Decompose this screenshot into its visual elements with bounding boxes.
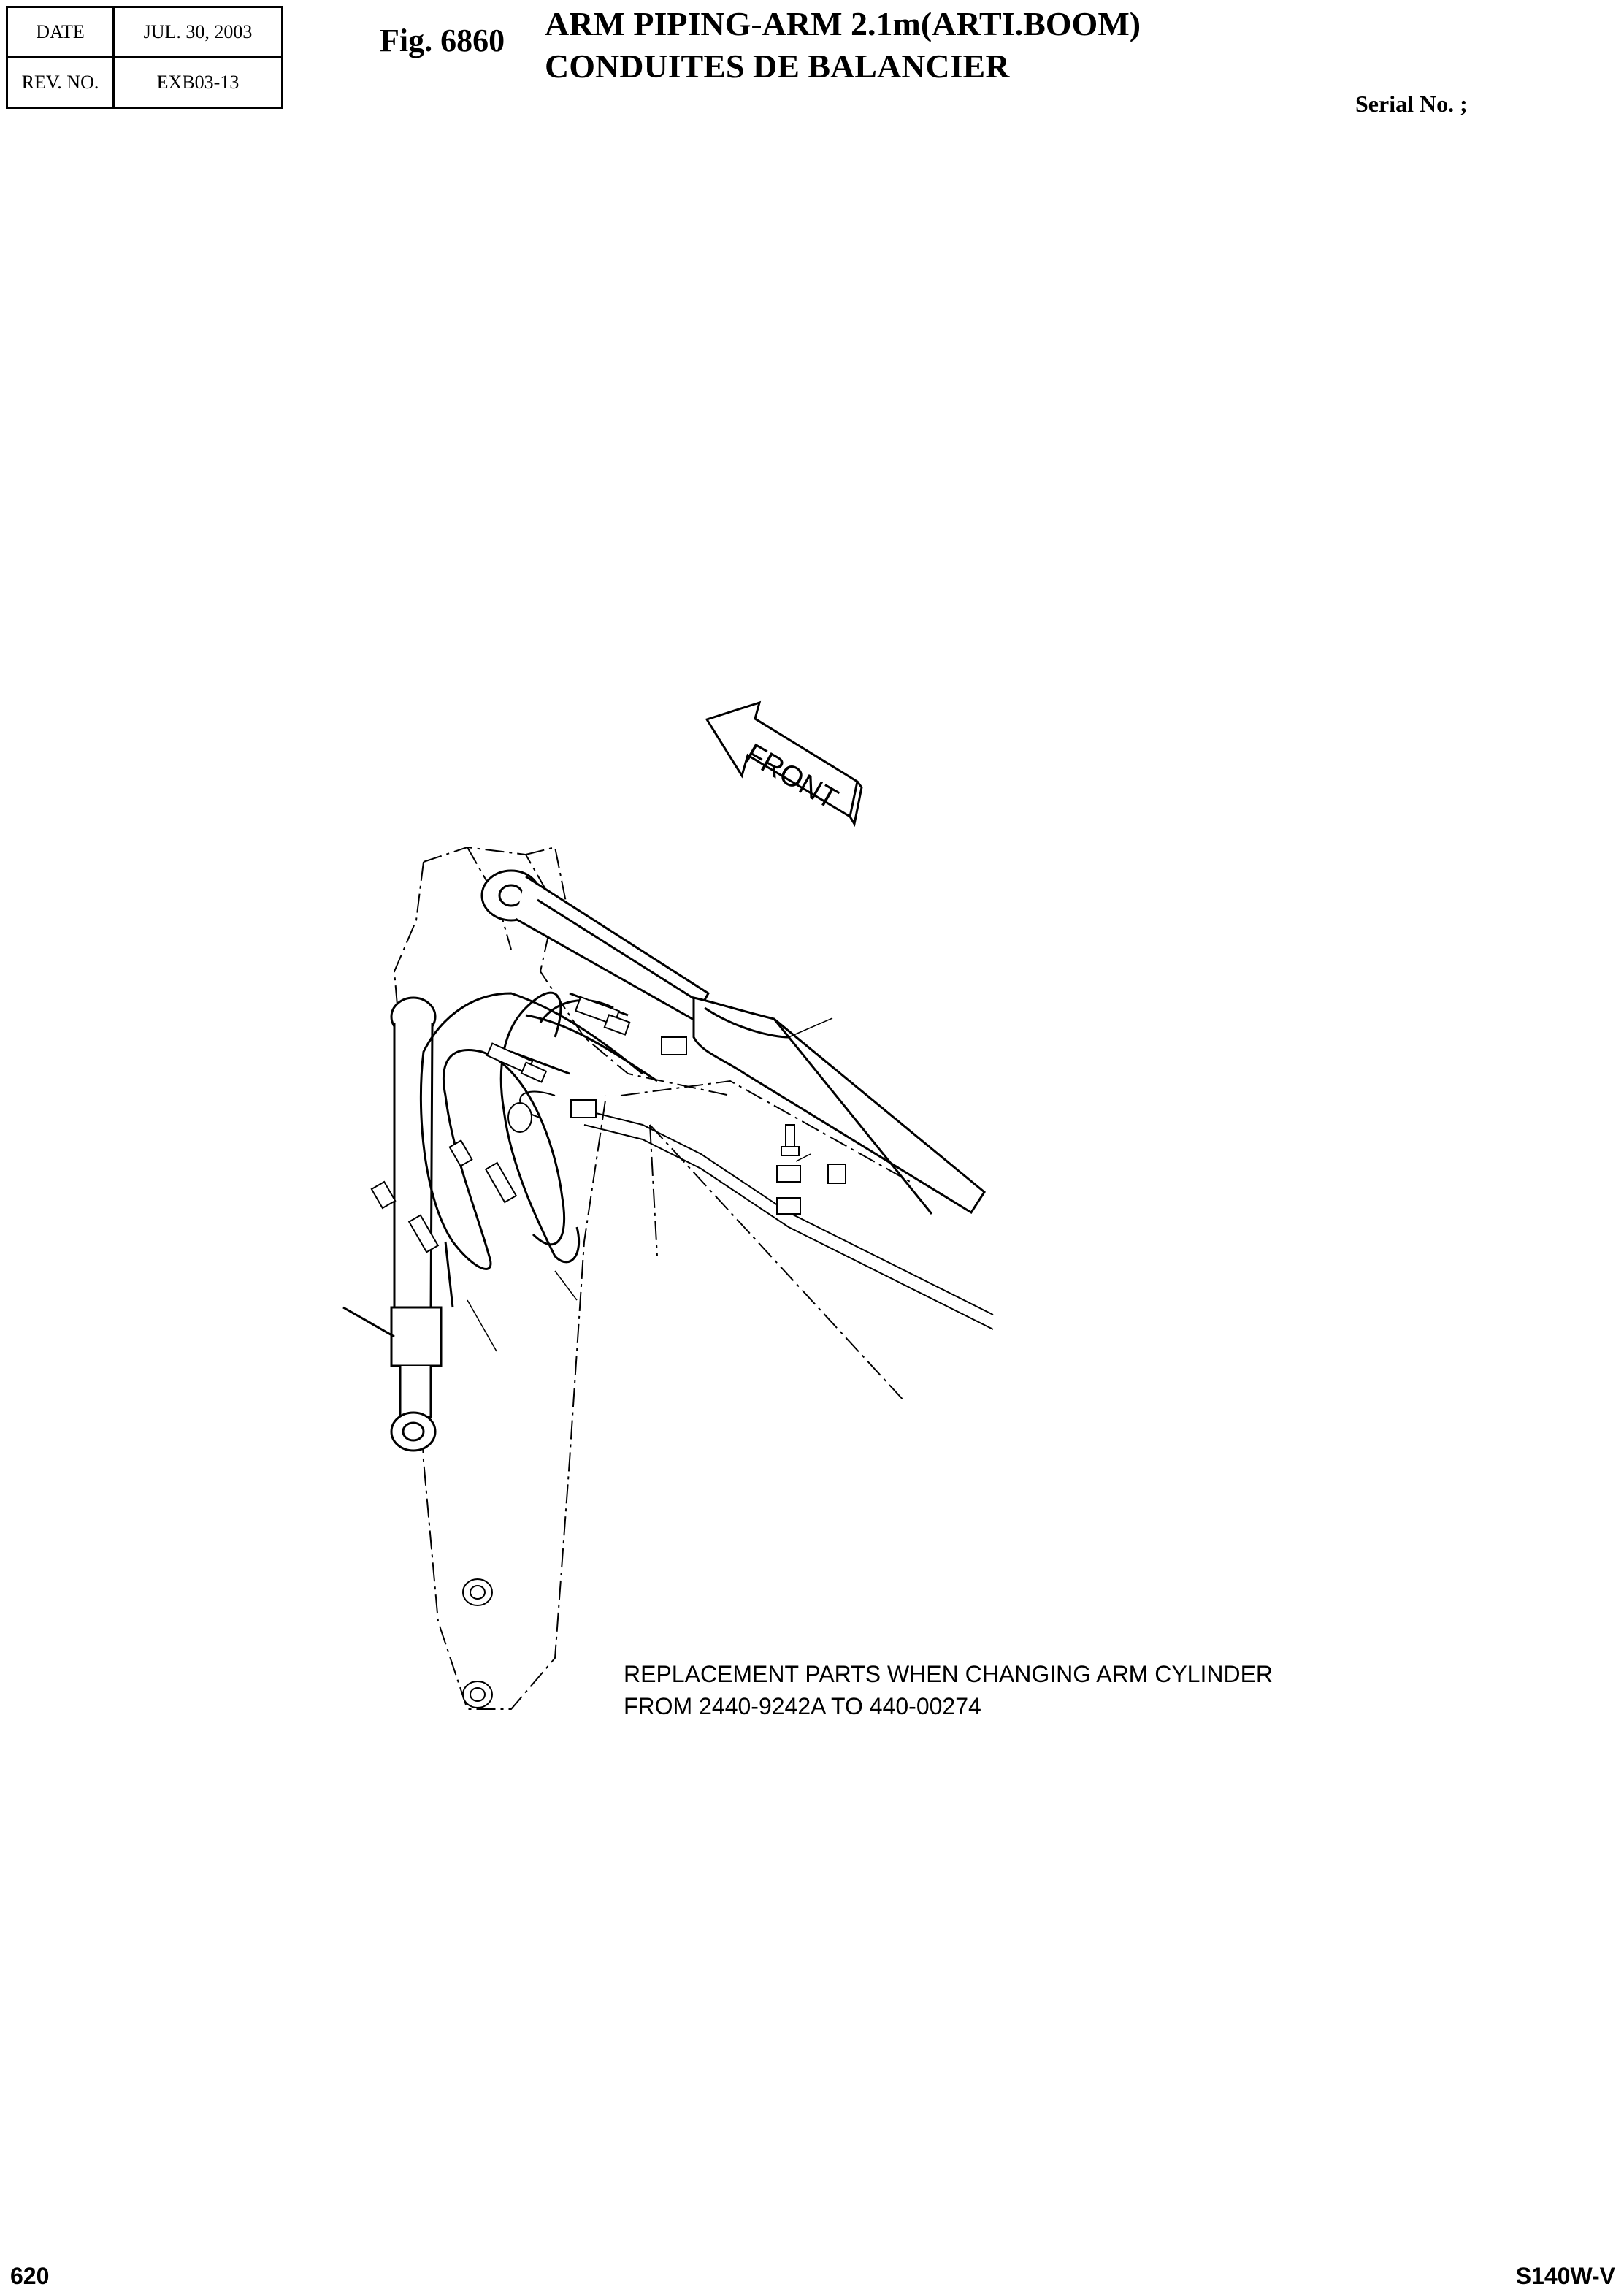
replacement-note [624, 1658, 1273, 1722]
serial-number-label: Serial No. ; [1355, 91, 1468, 117]
arm-pin-holes [463, 1103, 532, 1708]
bolt [781, 1125, 799, 1155]
steel-pipes [520, 1091, 993, 1329]
front-arrow-label: FRONT [740, 737, 843, 816]
title-french: CONDUITES DE BALANCIER [545, 47, 1010, 85]
figure-number: Fig. 6860 [380, 23, 505, 58]
page-number: 620 [10, 2263, 50, 2289]
model-code: S140W-V [1515, 2263, 1615, 2289]
title-english: ARM PIPING-ARM 2.1m(ARTI.BOOM) [545, 5, 1141, 42]
date-label: DATE [7, 7, 114, 58]
date-value: JUL. 30, 2003 [114, 7, 283, 58]
note-line-1: REPLACEMENT PARTS WHEN CHANGING ARM CYLINDER [624, 1661, 1273, 1687]
revision-value: EXB03-13 [114, 58, 283, 108]
revision-label: REV. NO. [7, 58, 114, 108]
arm-cylinder [482, 871, 984, 1214]
front-arrow [707, 703, 862, 824]
note-line-2: FROM 2440-9242A TO 440-00274 [624, 1693, 981, 1719]
